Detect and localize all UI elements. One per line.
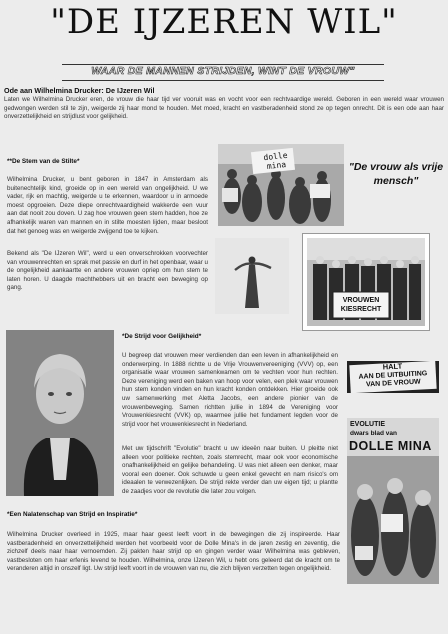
portrait-wilhelmina-drucker xyxy=(6,330,114,496)
section1-heading: **De Stem van de Stilte* xyxy=(7,158,80,165)
protest-sign-text: dolle mina xyxy=(263,150,288,171)
section1-paragraph-2: Bekend als "De IJzeren Wil", werd u een onverschrokken voorvechter van vrouwenrechten en sprak met passie en durf in het openbaar, waar u de ongelijkheid aankaartte en andere vrouwen opriep om hun stem te laten horen. U daagde machthebbers uit en bracht een beweging op gang. xyxy=(7,250,208,292)
section3-heading: *Een Nalatenschap van Strijd en Inspiratie* xyxy=(7,511,138,518)
banner-text: VROUWEN KIESRECHT xyxy=(340,297,382,313)
page-title: "DE IJZEREN WIL" xyxy=(50,2,398,42)
halt-banner-photo xyxy=(347,361,439,393)
halt-line-1: HALT xyxy=(382,361,403,372)
statue-photo xyxy=(215,238,289,314)
section1-paragraph-1: Wilhelmina Drucker, u bent geboren in 1847 in Amsterdam als buitenechtelijk kind, groeide op in een wereld van ongelijkheid. U we vader, rijk en machtig, weigerde u te erkennen, waardoor u in armoede moest opgroeien. Deze diepe onrechtvaardigheid wakkerde een vuur aan dat nooit zou doven. U zag hoe vrouwen geen stem hadden, hoe ze afhankelijk waren van mannen en in stilte moesten lijden, maar besloot dat het genoeg was en weigerde zwijgend toe te kijken. xyxy=(7,176,208,235)
intro-heading: Ode aan Wilhelmina Drucker: De IJzeren Wil xyxy=(4,86,155,95)
suffragette-group-photo xyxy=(302,233,430,331)
quote: "De vrouw als vrije mensch" xyxy=(348,161,444,187)
dolle-mina-magazine-cover xyxy=(347,418,439,584)
section3-paragraph: Wilhelmina Drucker overleed in 1925, maar haar geest leeft voort in de bewegingen die zij inspireerde. Haar vastberadenheid en onverzettelijkheid werden het voorbeeld voor de Dolle Mina's in de jaren zestig en zeventig, die zichzelf deels naar haar vernoemden. Zij pakten haar strijd op en gingen verder waar Wilhelmina was gebleven, vastbesloten om haar erfenis levend te houden. Wilhelmina, onze IJzeren Wil, u hebt ons geleerd dat de kracht om te veranderen altijd in onszelf ligt. Uw strijd leeft voort in de vrouwen van nu, die zich blijven verzetten tegen ongelijkheid. xyxy=(7,531,340,573)
page-subtitle: WAAR DE MANNEN STRIJDEN, WINT DE VROUW" xyxy=(91,65,355,77)
magazine-title: EVOLUTIE xyxy=(350,421,386,428)
halt-line-3: VAN DE VROUW xyxy=(365,378,421,389)
section2-paragraph-2: Met uw tijdschrift "Evolutie" bracht u uw ideeën naar buiten. U pleitte niet alleen voor politieke rechten, zoals stemrecht, maar ook voor economische onafhankelijkheid en gelijke behandeling. U was niet alleen een denker, maar vooral een doener. Ook schuwde u geen enkel gevecht en nam risico's om ideaalen te verwezenlijken. De strijd rekte verder dan uw eigen tijd; u plantte de zaadjes voor de revolutie die later zou volgen. xyxy=(122,445,338,495)
magazine-name: DOLLE MINA xyxy=(349,439,432,453)
halt-line-2: AAN DE UITBUITING xyxy=(358,369,428,381)
halt-banner xyxy=(349,361,436,393)
section2-paragraph-1: U begreep dat vrouwen meer verdienden dan een leven in afhankelijkheid en onderwerping. In 1888 richtte u de Vrije Vrouwenvereeniging (VVV) op, een organisatie waar vrouwen samenkwamen om te vechten voor hun rechten. Deze vereniging werd een baken van hoop voor velen, een plek waar vrouwen hun stem konden vinden en hun kracht konden ontdekken. Hier groeide ook uw samenwerking met Aletta Jacobs, een andere pionier van de vrouwenbeweging. Samen richtten jullie in 1894 de Vereniging voor Vrouwenkiesrecht (VVK) op, waarmee jullie het fundament legden voor de strijd voor het vrouwenkiesrecht in Nederland. xyxy=(122,352,338,428)
intro-text: Laten we Wilhelmina Drucker eren, de vrouw die haar tijd ver vooruit was en vocht voor een rechtvaardige wereld. Geboren in een wereld waar vrouwen gedwongen werden stil te zijn, weigerde zij haar mond te houden. Met moed, kracht en vastberadenheid stond ze op tegen onrecht. Dit is een ode aan haar onverzettelijkheid en strijdlust voor gelijkheid. xyxy=(4,96,444,121)
magazine-subtitle: dwars blad van xyxy=(350,430,397,437)
protest-photo xyxy=(218,144,344,226)
section2-heading: *De Strijd voor Gelijkheid* xyxy=(122,333,202,340)
